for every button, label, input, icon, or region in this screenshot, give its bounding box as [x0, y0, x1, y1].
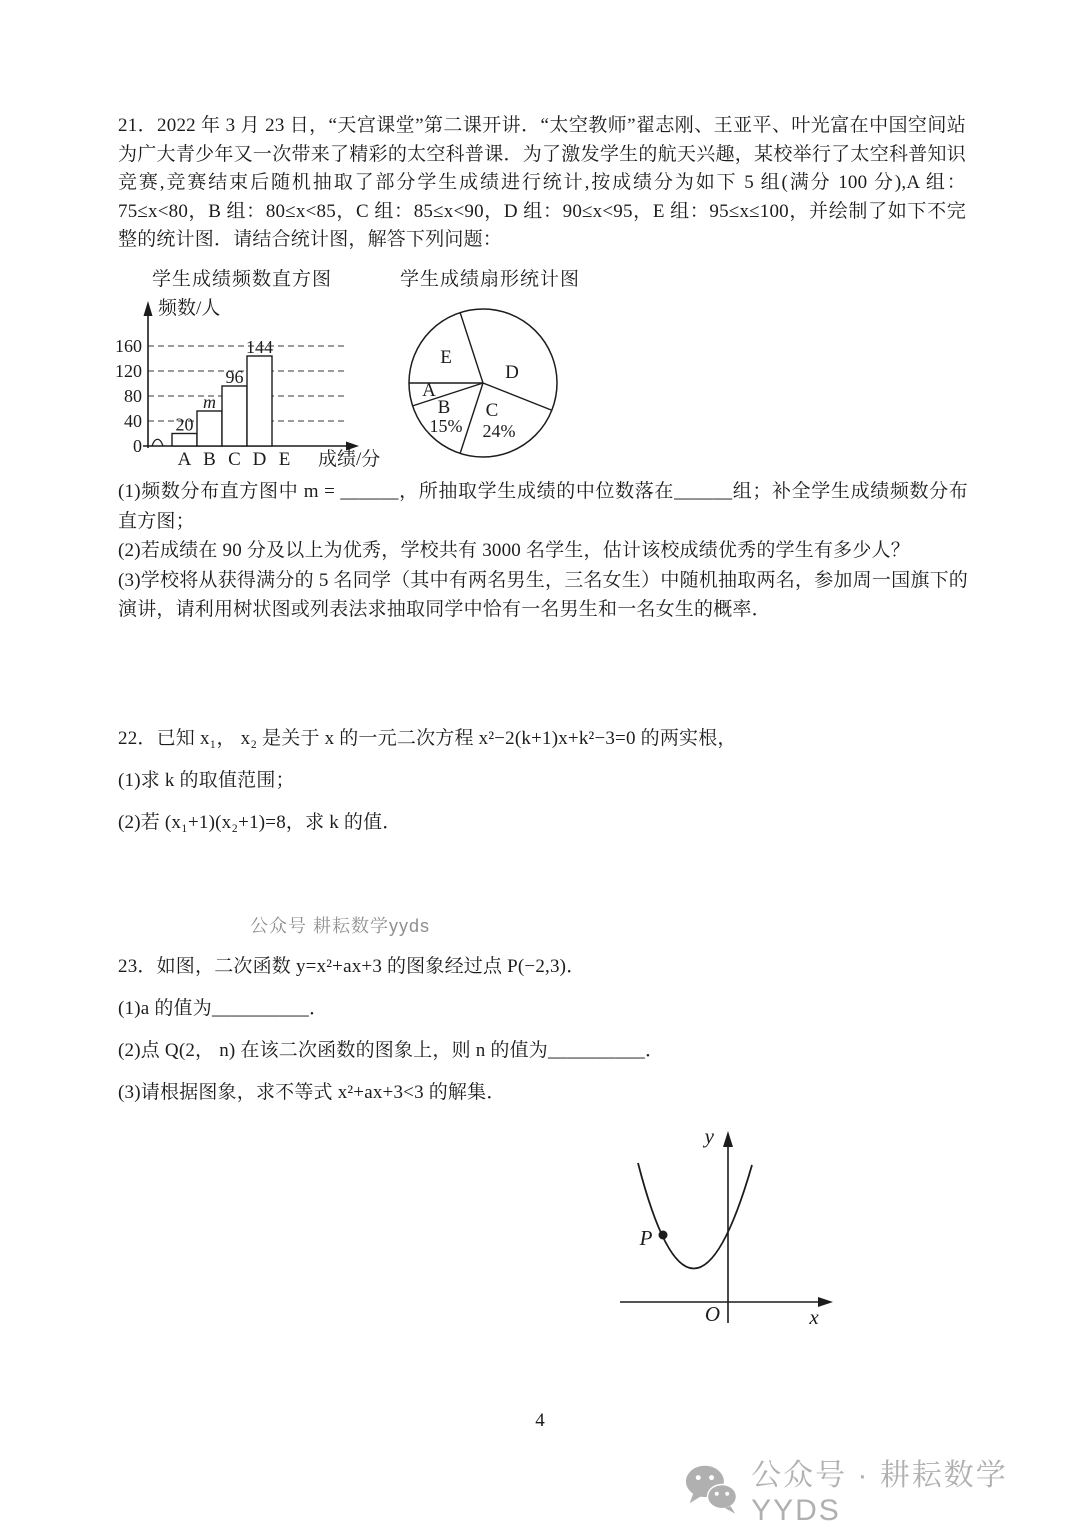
pie-chart-figure: [404, 304, 564, 464]
bar-B: [197, 411, 222, 446]
y-tick-label: 120: [115, 361, 142, 381]
wechat-icon: [684, 1463, 739, 1515]
bar-value-label: 96: [225, 367, 244, 387]
bar-A: [172, 434, 197, 447]
y-tick-label: 0: [133, 436, 142, 456]
pie-slice-percent: 15%: [429, 416, 463, 436]
footer-brand: [684, 1450, 1080, 1527]
question-23-part3: (3)请根据图象，求不等式 x²+ax+3<3 的解集．: [118, 1082, 506, 1103]
x-tick-label: E: [278, 449, 291, 470]
point-p-label: P: [639, 1226, 653, 1250]
pie-chart-title: 学生成绩扇形统计图: [400, 269, 581, 290]
pie-slice-label: E: [440, 347, 452, 368]
pie-slice-percent: 24%: [482, 421, 516, 441]
bar-value-label: m: [203, 392, 216, 412]
pie-slice-label: C: [485, 400, 499, 421]
histogram-title: 学生成绩频数直方图: [152, 269, 333, 290]
question-21-parts: [118, 477, 968, 625]
question-23: [118, 952, 968, 1120]
x-axis-arrow-icon: [818, 1297, 833, 1307]
question-23-part2: (2)点 Q(2， n) 在该二次函数的图象上，则 n 的值为__________．: [118, 1040, 665, 1061]
x-tick-label: D: [252, 449, 267, 470]
bar-value-label: 20: [175, 414, 194, 435]
pie-slice-label: A: [422, 380, 436, 401]
bar-D: [247, 356, 272, 446]
footer-brand-text: 公众号 · 耕耘数学YYDS: [751, 1459, 1008, 1527]
y-tick-label: 40: [124, 411, 142, 431]
question-21-stem: 21．2022 年 3 月 23 日，“天宫课堂”第二课开讲．“太空教师”翟志刚、王亚平、叶光富在中国空间站为广大青少年又一次带来了精彩的太空科普课．为了激发学生的航天兴趣，某校举行了太空科普知识竞赛,竞赛结束后随机抽取了部分学生成绩进行统计,按成绩分为如下 5 组(满分 100 分),A 组：75≤x<80，B 组：80≤x<85，C 组：85≤x<90，D 组：90≤x<95，E 组：95≤x≤100，并绘制了如下不完整的统计图．请结合统计图，解答下列问题：: [118, 115, 966, 251]
parabola-curve: [638, 1163, 752, 1269]
bar-C: [222, 386, 247, 446]
y-axis-title: 频数/人: [158, 298, 221, 319]
question-21-part1: (1)频数分布直方图中 m = ______，所抽取学生成绩的中位数落在______组；补全学生成绩频数分布直方图；: [118, 481, 968, 532]
question-23-stem: 23．如图，二次函数 y=x²+ax+3 的图象经过点 P(−2,3)．: [118, 956, 586, 977]
x-tick-label: A: [177, 449, 192, 470]
parabola-figure: [608, 1125, 843, 1335]
bar-value-label: 144: [246, 337, 273, 357]
question-22: [118, 724, 968, 850]
axis-break-squiggle: [152, 439, 163, 446]
question-21-part2: (2)若成绩在 90 分及以上为优秀，学校共有 3000 名学生，估计该校成绩优秀的学生有多少人？: [118, 540, 910, 561]
question-22-part1: (1)求 k 的取值范围；: [118, 770, 295, 791]
question-22-part2: (2)若 (x₁+1)(x₂+1)=8，求 k 的值．: [118, 812, 402, 833]
x-tick-label: C: [228, 449, 241, 470]
histogram-figure: [108, 290, 398, 486]
pie-slice-label: B: [437, 397, 451, 418]
x-axis-title: 成绩/分: [318, 449, 381, 470]
origin-label: O: [704, 1302, 720, 1326]
x-tick-label: B: [203, 449, 216, 470]
page-number: 4: [535, 1410, 545, 1431]
question-22-stem: 22．已知 x₁， x₂ 是关于 x 的一元二次方程 x²−2(k+1)x+k²−3=0 的两实根，: [118, 728, 737, 749]
question-23-part1: (1)a 的值为__________．: [118, 998, 329, 1019]
y-axis-arrow-icon: [144, 301, 153, 316]
y-tick-label: 160: [115, 336, 142, 356]
x-axis-label: x: [809, 1305, 819, 1329]
pie-slice-label: D: [505, 362, 519, 383]
question-21-part3: (3)学校将从获得满分的 5 名同学（其中有两名男生，三名女生）中随机抽取两名，参加周一国旗下的演讲，请利用树状图或列表法求抽取同学中恰有一名男生和一名女生的概率．: [118, 569, 968, 620]
y-axis-label: y: [704, 1125, 714, 1148]
point-p-dot: [659, 1231, 668, 1240]
y-axis-arrow-icon: [723, 1131, 733, 1147]
y-tick-label: 80: [124, 386, 142, 406]
inline-watermark: 公众号 耕耘数学yyds: [250, 916, 431, 936]
